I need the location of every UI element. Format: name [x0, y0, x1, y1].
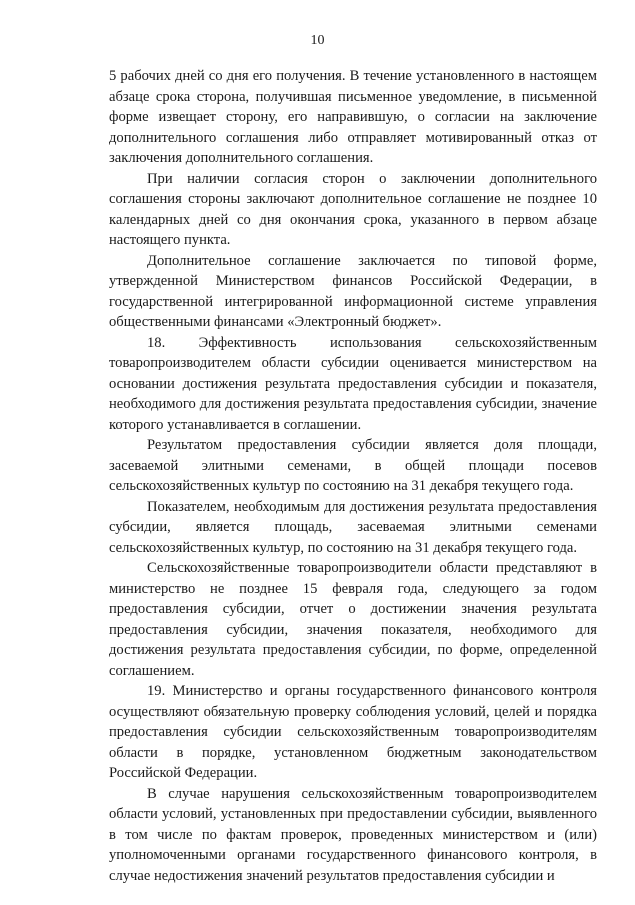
paragraph-section-19: 19. Министерство и органы государственного финансового контроля осуществляют обязательную проверку соблюдения условий, целей и порядка предоставления субсидии сельскохозяйственным товаропроизводителям области в порядке, установленном бюджетным законодательством Российской Федерации. [109, 683, 597, 781]
paragraph-agreement-form: Дополнительное соглашение заключается по типовой форме, утвержденной Министерством финансов Российской Федерации, в государственной интегрированной информационной системе управления общественными финансами «Электронный бюджет». [109, 252, 597, 330]
paragraph-indicator-definition: Показателем, необходимым для достижения результата предоставления субсидии, является площадь, засеваемая элитными семенами сельскохозяйственных культур, по состоянию на 31 декабря текущего года. [109, 498, 597, 556]
paragraph-result-definition: Результатом предоставления субсидии является доля площади, засеваемой элитными семенами, в общей площади посевов сельскохозяйственных культур по состоянию на 31 декабря текущего года. [109, 437, 597, 494]
page-number: 10 [310, 33, 325, 48]
document-body [109, 66, 597, 886]
paragraph-continuation: 5 рабочих дней со дня его получения. В течение установленного в настоящем абзаце срока сторона, получившая письменное уведомление, в письменной форме извещает сторону, его направившую, о согласии на заключение дополнительного соглашения либо отправляет мотивированный отказ от заключения дополнительного соглашения. [109, 68, 597, 166]
paragraph-agreement-signing: При наличии согласия сторон о заключении дополнительного соглашения стороны заключают дополнительное соглашение не позднее 10 календарных дней со дня окончания срока, указанного в первом абзаце настоящего пункта. [109, 170, 597, 248]
paragraph-section-18: 18. Эффективность использования сельскохозяйственным товаропроизводителем области субсидии оценивается министерством на основании достижения результата предоставления субсидии и показателя, необходимого для достижения результата предоставления субсидии, значение которого устанавливается в соглашении. [109, 334, 597, 433]
paragraph-reporting: Сельскохозяйственные товаропроизводители области представляют в министерство не позднее 15 февраля года, следующего за годом предоставления субсидии, отчет о достижении значения результата предоставления субсидии, значения показателя, необходимого для достижения результата предоставления субсидии, по форме, определенной соглашением. [109, 560, 597, 679]
paragraph-violation: В случае нарушения сельскохозяйственным товаропроизводителем области условий, установленных при предоставлении субсидии, выявленного в том числе по фактам проверок, проведенных министерством и (или) уполномоченными органами государственного финансового контроля, в случае недостижения значений результатов предоставления субсидии и [109, 785, 597, 884]
